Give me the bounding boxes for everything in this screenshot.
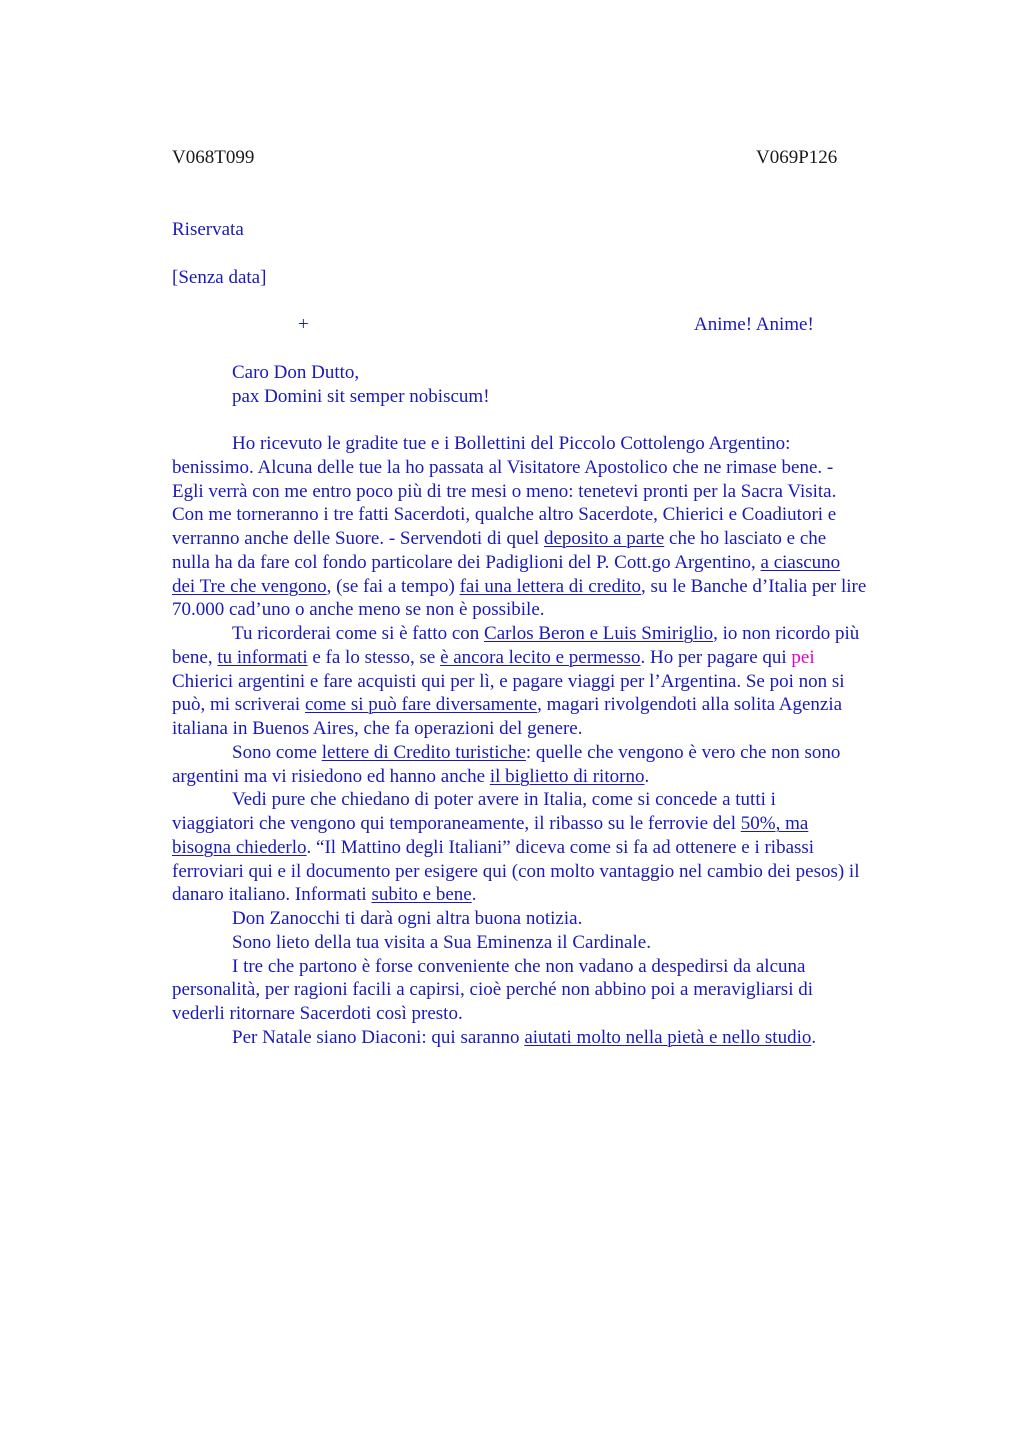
body-line: viaggiatori che vengono qui temporaneamente, il ribasso su le ferrovie del 50%, ma bbox=[172, 813, 809, 834]
document-code-left: V068T099 bbox=[172, 147, 255, 168]
cross-symbol: + bbox=[298, 314, 309, 335]
underlined-phrase: 50%, ma bbox=[740, 813, 809, 834]
body-line: Tu ricorderai come si è fatto con Carlos Beron e Luis Smiriglio, io non ricordo più bbox=[232, 623, 860, 644]
body-line: Sono lieto della tua visita a Sua Eminenza il Cardinale. bbox=[232, 932, 651, 953]
body-line: argentini ma vi risiedono ed hanno anche il biglietto di ritorno. bbox=[172, 766, 650, 787]
underlined-phrase: subito e bene bbox=[371, 884, 472, 905]
body-line: può, mi scriverai come si può fare diversamente, magari rivolgendoti alla solita Agenzia bbox=[172, 694, 843, 715]
classification-label: Riservata bbox=[172, 219, 244, 240]
body-line: verranno anche delle Suore. - Servendoti di quel deposito a parte che ho lasciato e che bbox=[172, 528, 827, 549]
body-line: Vedi pure che chiedano di poter avere in Italia, come si concede a tutti i bbox=[232, 789, 776, 810]
body-line: benissimo. Alcuna delle tue la ho passata al Visitatore Apostolico che ne rimase bene. - bbox=[172, 457, 834, 478]
body-line: I tre che partono è forse conveniente che non vadano a despedirsi da alcuna bbox=[232, 956, 806, 977]
motto: Anime! Anime! bbox=[694, 314, 814, 335]
body-line: Egli verrà con me entro poco più di tre mesi o meno: tenetevi pronti per la Sacra Visita. bbox=[172, 481, 837, 502]
body-line: danaro italiano. Informati subito e bene. bbox=[172, 884, 477, 905]
underlined-phrase: dei Tre che vengono bbox=[172, 576, 327, 597]
blessing: pax Domini sit semper nobiscum! bbox=[232, 386, 490, 407]
body-line: Don Zanocchi ti darà ogni altra buona notizia. bbox=[232, 908, 583, 929]
body-line: Chierici argentini e fare acquisti qui per lì, e pagare viaggi per l’Argentina. Se poi non si bbox=[172, 671, 845, 692]
body-line: Per Natale siano Diaconi: qui saranno aiutati molto nella pietà e nello studio. bbox=[232, 1027, 817, 1048]
underlined-phrase: tu informati bbox=[217, 647, 308, 668]
underlined-phrase: deposito a parte bbox=[543, 528, 665, 549]
body-line: bisogna chiederlo. “Il Mattino degli Italiani” diceva come si fa ad ottenere e i ribassi bbox=[172, 837, 815, 858]
body-line: Sono come lettere di Credito turistiche: quelle che vengono è vero che non sono bbox=[232, 742, 841, 763]
underlined-phrase: come si può fare diversamente bbox=[304, 694, 538, 715]
salutation: Caro Don Dutto, bbox=[232, 362, 360, 383]
body-line: dei Tre che vengono, (se fai a tempo) fai una lettera di credito, su le Banche d’Italia per lire bbox=[172, 576, 867, 597]
body-line: Con me torneranno i tre fatti Sacerdoti, qualche altro Sacerdote, Chierici e Coadiutori e bbox=[172, 504, 837, 525]
underlined-phrase: bisogna chiederlo bbox=[172, 837, 307, 858]
date-label: [Senza data] bbox=[172, 267, 267, 288]
body-line: italiana in Buenos Aires, che fa operazioni del genere. bbox=[172, 718, 583, 739]
body-line: bene, tu informati e fa lo stesso, se è ancora lecito e permesso. Ho per pagare qui pei bbox=[172, 647, 815, 668]
underlined-phrase: Carlos Beron e Luis Smiriglio bbox=[484, 623, 714, 644]
underlined-phrase: lettere di Credito turistiche bbox=[321, 742, 526, 763]
body-line: Ho ricevuto le gradite tue e i Bollettini del Piccolo Cottolengo Argentino: bbox=[232, 433, 791, 454]
underlined-phrase: aiutati molto nella pietà e nello studio bbox=[524, 1027, 812, 1048]
highlighted-word: pei bbox=[791, 647, 815, 668]
body-line: vederli ritornare Sacerdoti così presto. bbox=[172, 1003, 463, 1024]
body-line: personalità, per ragioni facili a capirsi, cioè perché non abbino poi a meravigliarsi di bbox=[172, 979, 814, 1000]
body-line: 70.000 cad’uno o anche meno se non è possibile. bbox=[172, 599, 545, 620]
underlined-phrase: il biglietto di ritorno bbox=[489, 766, 645, 787]
underlined-phrase: a ciascuno bbox=[760, 552, 841, 573]
body-line: nulla ha da fare col fondo particolare dei Padiglioni del P. Cott.go Argentino, a ciascuno bbox=[172, 552, 841, 573]
document-code-right: V069P126 bbox=[756, 147, 838, 168]
underlined-phrase: fai una lettera di credito bbox=[459, 576, 642, 597]
underlined-phrase: è ancora lecito e permesso bbox=[440, 647, 641, 668]
body-line: ferroviari qui e il documento per esigere qui (con molto vantaggio nel cambio dei pesos) il bbox=[172, 861, 860, 882]
